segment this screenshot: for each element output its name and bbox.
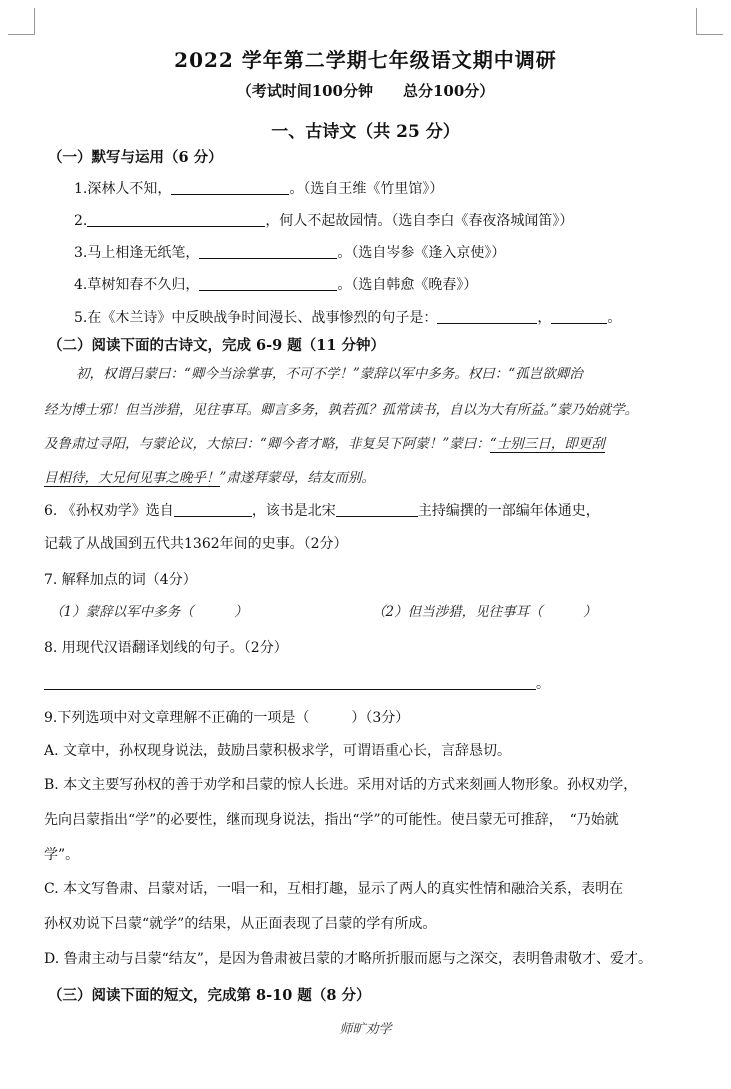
option-a: A. 文章中，孙权现身说法，鼓励吕蒙积极求学，可谓语重心长，言辞恳切。 [44, 743, 512, 759]
question-7: 7. 解释加点的词（4分） [44, 572, 197, 588]
question-1: 1.深林人不知， 。（选自王维《竹里馆》） [74, 181, 444, 197]
passage-line: 目相待，大兄何见事之晚乎！”肃遂拜蒙母，结友而别。 [44, 470, 375, 486]
underlined-sentence: 目相待，大兄何见事之晚乎！ [44, 470, 220, 486]
crop-mark-top-left [8, 8, 35, 35]
question-4: 4.草树知春不久归， 。（选自韩愈《晚春》） [74, 277, 478, 293]
option-c: C. 本文写鲁肃、吕蒙对话，一唱一和，互相打趣，显示了两人的真实性情和融洽关系，表明在 [44, 881, 624, 897]
answer-blank[interactable] [44, 675, 536, 690]
option-b-cont: 先向吕蒙指出“学”的必要性，继而现身说法，指出“学”的可能性。使吕蒙无可推辞， “乃始就 [44, 812, 619, 828]
question-7-1: （1）蒙辞以军中多务（ ） [50, 604, 248, 620]
passage-line: 初，权谓吕蒙曰：“卿今当涂掌事，不可不学！”蒙辞以军中多务。权曰：“孤岂欲卿治 [76, 366, 583, 382]
crop-mark-top-right [696, 8, 723, 35]
question-7-2: （2）但当涉猎，见往事耳（ ） [372, 604, 597, 620]
option-c-cont: 孙权劝说下吕蒙“就学”的结果，从正面表现了吕蒙的学有所成。 [44, 916, 437, 932]
underlined-sentence: “士别三日，即更刮 [489, 436, 605, 452]
page-title: 2022 学年第二学期七年级语文期中调研 [174, 48, 557, 72]
question-9: 9.下列选项中对文章理解不正确的一项是（ ）（3分） [44, 710, 410, 726]
question-6: 6. 《孙权劝学》选自 ，该书是北宋 主持编撰的一部编年体通史， [44, 503, 600, 519]
answer-blank[interactable] [551, 309, 607, 324]
passage-title: 师旷劝学 [339, 1022, 392, 1037]
page-subtitle: （考试时间100分钟 总分100分） [236, 82, 495, 100]
translation-answer-line: 。 [44, 673, 550, 693]
question-8: 8. 用现代汉语翻译划线的句子。（2分） [44, 640, 288, 656]
question-6-cont: 记载了从战国到五代共1362年间的史事。（2分） [44, 536, 348, 552]
section-heading: 一、古诗文（共 25 分） [271, 122, 460, 142]
passage-line: 及鲁肃过寻阳，与蒙论议，大惊曰：“卿今者才略，非复吴下阿蒙！”蒙曰：“士别三日，即更刮 [44, 436, 605, 452]
question-2: 2. ，何人不起故园情。（选自李白《春夜洛城闻笛》） [74, 213, 574, 229]
part2-heading: （二）阅读下面的古诗文，完成 6-9 题（11 分钟） [48, 337, 386, 354]
answer-blank[interactable] [199, 276, 337, 291]
option-d: D. 鲁肃主动与吕蒙“结友”，是因为鲁肃被吕蒙的才略所折服而愿与之深交，表明鲁肃敬才、爱才。 [44, 951, 652, 967]
part1-heading: （一）默写与运用（6 分） [48, 149, 223, 166]
question-3: 3.马上相逢无纸笔， 。（选自岑参《逢入京使》） [74, 245, 506, 261]
option-b: B. 本文主要写孙权的善于劝学和吕蒙的惊人长进。采用对话的方式来刻画人物形象。孙权劝学， [44, 777, 638, 793]
answer-blank[interactable] [174, 502, 252, 517]
answer-blank[interactable] [437, 309, 537, 324]
question-5: 5.在《木兰诗》中反映战争时间漫长、战事惨烈的句子是： ， 。 [74, 310, 622, 326]
answer-blank[interactable] [336, 502, 418, 517]
answer-blank[interactable] [199, 244, 337, 259]
answer-blank[interactable] [87, 212, 265, 227]
answer-blank[interactable] [171, 180, 289, 195]
option-b-cont: 学”。 [44, 847, 80, 863]
part3-heading: （三）阅读下面的短文，完成第 8-10 题（8 分） [48, 987, 371, 1004]
passage-line: 经为博士邪！但当涉猎，见往事耳。卿言多务，孰若孤？孤常读书，自以为大有所益。”蒙乃始就学。 [44, 402, 639, 418]
